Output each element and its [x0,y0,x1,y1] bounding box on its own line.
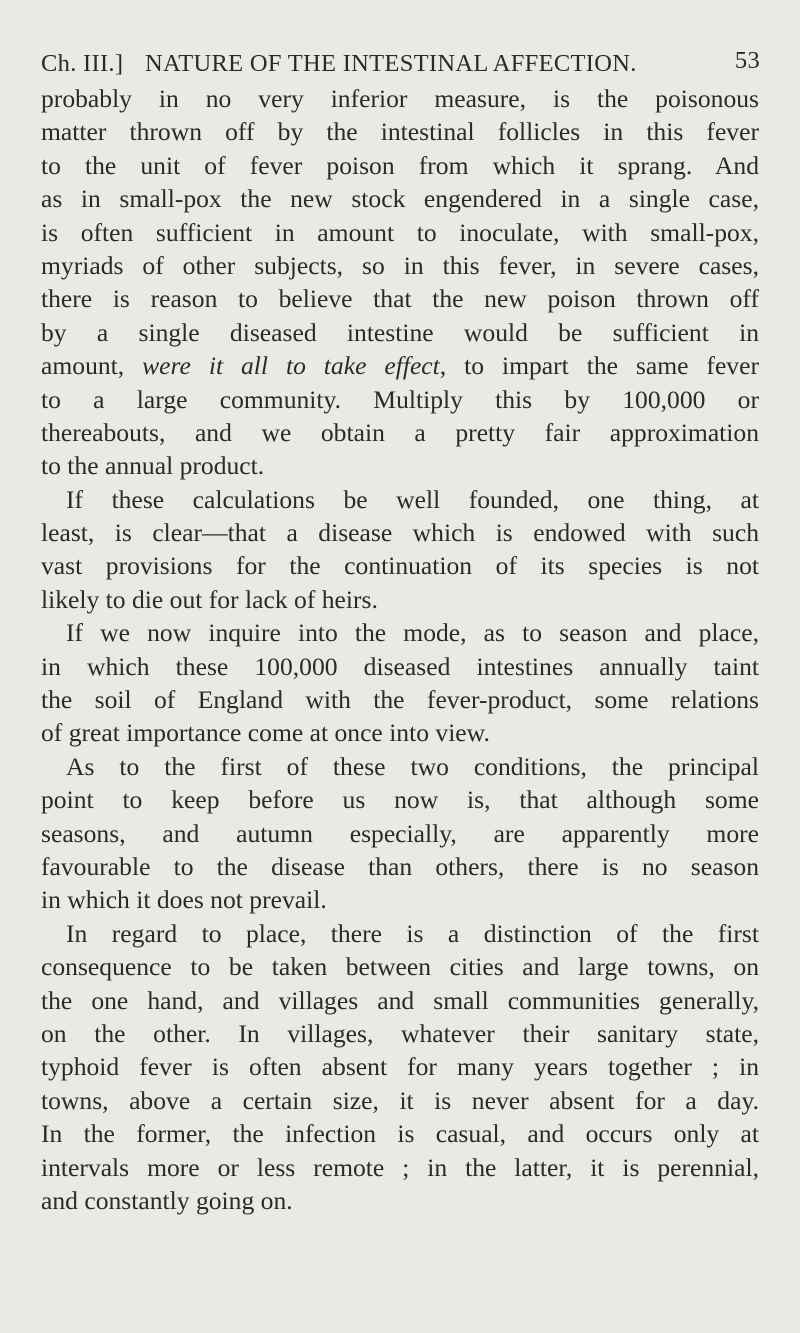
text-line: towns, above a certain size, it is never absent for a day. [41,1085,759,1115]
chapter-label: Ch. III.] [41,50,124,77]
text-line: least, is clear—that a disease which is endowed with such [41,518,759,548]
text-line: typhoid fever is often absent for many years together ; in [41,1052,759,1082]
text-line: seasons, and autumn especially, are apparently more [41,818,759,848]
text-line: by a single diseased intestine would be sufficient in [41,317,759,347]
paragraph [41,917,759,1218]
text-line: to the annual product. [41,451,265,481]
text-line: If these calculations be well founded, one thing, at [66,484,759,514]
emphasis: were it all to take effect [142,351,440,381]
text-line: myriads of other subjects, so in this fever, in severe cases, [41,250,759,280]
text-line: to the unit of fever poison from which it sprang. And [41,150,759,180]
text-line: there is reason to believe that the new poison thrown off [41,284,759,314]
text-line: on the other. In villages, whatever their sanitary state, [41,1018,759,1048]
text-line: favourable to the disease than others, there is no season [41,851,759,881]
text-line: is often sufficient in amount to inoculate, with small-pox, [41,217,759,247]
text-line: If we now inquire into the mode, as to season and place, [66,618,759,648]
text-line: as in small-pox the new stock engendered in a single case, [41,184,759,214]
text-line: intervals more or less remote ; in the latter, it is perennial, [41,1152,759,1182]
text-line: likely to die out for lack of heirs. [41,584,378,614]
text-line: consequence to be taken between cities and large towns, on [41,952,759,982]
text-line: vast provisions for the continuation of its species is not [41,551,759,581]
text-line: In regard to place, there is a distinction of the first [66,918,759,948]
text-line: As to the first of these two conditions, the principal [66,751,759,781]
text-line: in which these 100,000 diseased intestines annually taint [41,651,759,681]
paragraph [41,616,759,750]
text-line: thereabouts, and we obtain a pretty fair approximation [41,417,759,447]
paragraph [41,82,759,483]
text-line: and constantly going on. [41,1185,293,1215]
text-line: to a large community. Multiply this by 100,000 or [41,384,759,414]
running-header [41,40,760,84]
text-line: in which it does not prevail. [41,885,327,915]
text-line: the one hand, and villages and small communities generally, [41,985,759,1015]
text-line: In the former, the infection is casual, and occurs only at [41,1119,759,1149]
paragraph [41,483,759,617]
text-line: the soil of England with the fever-product, some relations [41,685,759,715]
page-number: 53 [734,47,760,74]
text-line: point to keep before us now is, that although some [41,785,759,815]
text-line: amount, were it all to take effect, to impart the same fever [41,351,759,381]
text-line: matter thrown off by the intestinal follicles in this fever [41,117,759,147]
text-line: of great importance come at once into view. [41,718,490,748]
text-line: probably in no very inferior measure, is the poisonous [41,84,759,113]
body-text [41,82,759,1217]
paragraph [41,750,759,917]
running-title: NATURE OF THE INTESTINAL AFFECTION. [145,50,637,77]
